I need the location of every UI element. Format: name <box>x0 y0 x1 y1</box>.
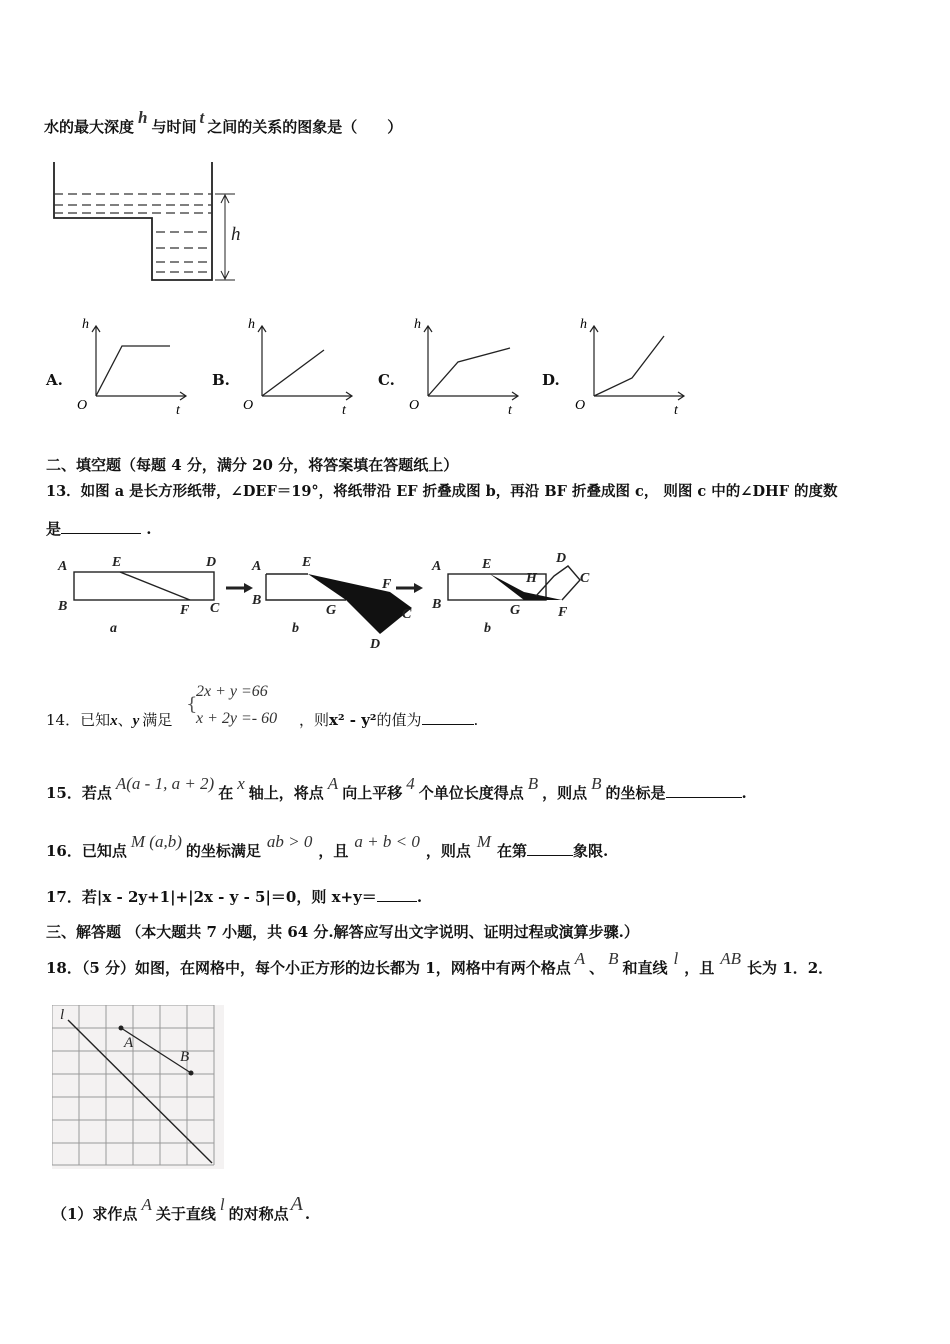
svg-text:h: h <box>580 317 587 332</box>
option-d-graph[interactable] <box>568 312 698 418</box>
q18-grid-figure <box>52 1005 224 1169</box>
q13-folding-figure <box>50 548 610 652</box>
option-b-label: B. <box>212 371 230 389</box>
q14-eq2: x + 2y =- 60 <box>196 710 278 727</box>
var-t: t <box>199 108 205 127</box>
q15-line: 15．若点 A(a - 1, a + 2) 在 x 轴上，将点 A 向上平移 4 个单位长度得点 B ，则点 B 的坐标是 . <box>46 774 747 802</box>
svg-text:h: h <box>82 317 89 332</box>
svg-text:B: B <box>180 1049 190 1065</box>
svg-text:t: t <box>674 403 678 418</box>
q14-answer-blank[interactable] <box>422 712 474 725</box>
q17-answer-blank[interactable] <box>377 889 417 902</box>
q14-tail: ，则x² - y²的值为 . <box>299 711 479 729</box>
svg-text:B: B <box>252 593 262 608</box>
option-c-label: C. <box>378 371 395 389</box>
svg-text:D: D <box>556 551 567 566</box>
svg-text:E: E <box>482 557 492 572</box>
svg-text:l: l <box>60 1007 65 1023</box>
q16-line: 16．已知点 M (a,b) 的坐标满足 ab > 0 ，且 a + b < 0 ，则点 M 在第 象限. <box>46 832 609 860</box>
svg-text:F: F <box>382 577 392 592</box>
q16-point-m: M (a,b) <box>130 832 182 851</box>
var-h: h <box>138 108 148 127</box>
svg-text:t: t <box>508 403 512 418</box>
option-a-label: A. <box>46 371 63 389</box>
q13-answer-blank[interactable] <box>61 521 141 534</box>
svg-text:O: O <box>409 398 420 413</box>
svg-text:b: b <box>484 621 491 636</box>
q14-brace: { <box>186 694 198 715</box>
svg-text:F: F <box>558 605 568 620</box>
q12-stem: 水的最大深度 h 与时间 t 之间的关系的图象是（ ） <box>44 108 403 136</box>
svg-text:t: t <box>342 403 346 418</box>
q13-line1: 13．如图 a 是长方形纸带，∠DEF＝19°，将纸带沿 EF 折叠成图 b，再沿 BF 折叠成图 c， 则图 c 中的∠DHF 的度数 <box>46 483 838 500</box>
svg-text:A: A <box>252 559 262 574</box>
section3-heading: 三、解答题 （本大题共 7 小题，共 64 分.解答应写出文字说明、证明过程或演算步骤.） <box>46 923 639 941</box>
q17-line: 17．若|x - 2y+1|+|2x - y - 5|＝0，则 x+y＝ . <box>46 888 423 906</box>
option-a-graph[interactable] <box>70 312 200 418</box>
svg-text:E: E <box>112 555 122 570</box>
svg-text:F: F <box>180 603 190 618</box>
svg-text:C: C <box>402 607 412 622</box>
q18-line: 18．（5 分）如图，在网格中，每个小正方形的边长都为 1，网格中有两个格点 A 、 B 和直线 l ，且 AB 长为 1．2． <box>46 949 834 977</box>
svg-text:a: a <box>110 621 117 636</box>
svg-text:C: C <box>210 601 220 616</box>
svg-text:A: A <box>58 559 68 574</box>
svg-text:O: O <box>575 398 586 413</box>
svg-text:O: O <box>77 398 88 413</box>
svg-text:h: h <box>248 317 255 332</box>
q13-line2: 是 . <box>46 520 152 538</box>
svg-text:O: O <box>243 398 254 413</box>
q14-eq1: 2x + y =66 <box>196 683 268 700</box>
svg-text:A: A <box>432 559 442 574</box>
svg-text:B: B <box>432 597 442 612</box>
option-c-graph[interactable] <box>402 312 532 418</box>
svg-text:D: D <box>206 555 217 570</box>
option-b-graph[interactable] <box>236 312 366 418</box>
svg-text:E: E <box>302 555 312 570</box>
svg-text:h: h <box>414 317 421 332</box>
svg-text:D: D <box>370 637 381 652</box>
svg-text:C: C <box>580 571 590 586</box>
q15-point-a: A(a - 1, a + 2) <box>115 774 215 793</box>
q18-part1: （1）求作点 A 关于直线 l 的对称点 A . <box>52 1193 311 1223</box>
q15-answer-blank[interactable] <box>666 785 742 798</box>
q16-answer-blank[interactable] <box>527 843 573 856</box>
option-d-label: D. <box>542 371 560 389</box>
svg-text:B: B <box>58 599 68 614</box>
svg-text:H: H <box>526 571 537 586</box>
section2-heading: 二、填空题（每题 4 分，满分 20 分，将答案填在答题纸上） <box>46 456 459 474</box>
svg-text:G: G <box>510 603 521 618</box>
svg-text:A: A <box>124 1035 134 1051</box>
fig-label-h: h <box>231 224 241 245</box>
svg-text:G: G <box>326 603 337 618</box>
q14-line: 14．已知x、y 满足 <box>46 711 173 729</box>
svg-text:b: b <box>292 621 299 636</box>
svg-text:t: t <box>176 403 180 418</box>
container-figure <box>50 158 260 288</box>
